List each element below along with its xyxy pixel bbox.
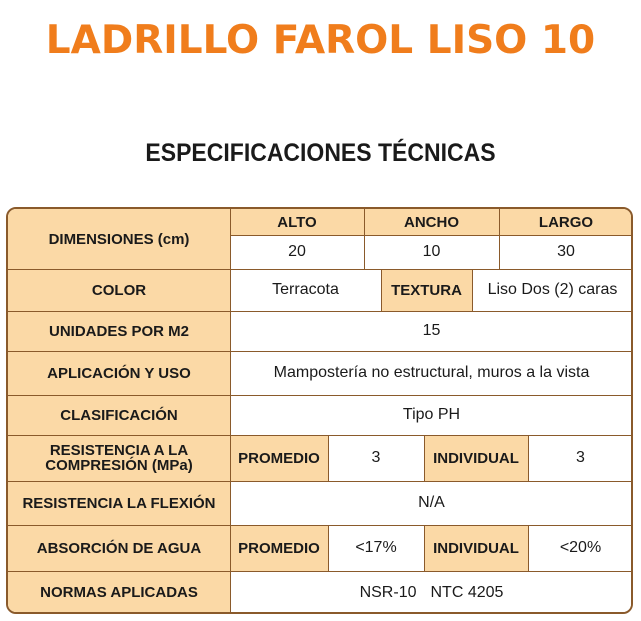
page-title: LADRILLO FAROL LISO 10 xyxy=(45,18,596,63)
specifications-table xyxy=(6,207,633,614)
clasificacion-value: Tipo PH xyxy=(230,395,633,435)
grid-line xyxy=(424,525,425,571)
grid-line xyxy=(328,435,329,481)
grid-line xyxy=(230,209,231,614)
normas-value-nsr: NSR-10 xyxy=(359,583,417,601)
largo-header: LARGO xyxy=(499,209,633,235)
normas-value-ntc: NTC 4205 xyxy=(430,583,504,601)
alto-value: 20 xyxy=(230,235,364,269)
compresion-promedio-value: 3 xyxy=(328,435,424,481)
grid-line xyxy=(364,209,365,269)
absorcion-label: ABSORCIÓN DE AGUA xyxy=(8,525,230,571)
absorcion-promedio-label: PROMEDIO xyxy=(230,525,328,571)
unidades-label: UNIDADES POR M2 xyxy=(8,311,230,351)
grid-line xyxy=(8,351,633,352)
normas-label: NORMAS APLICADAS xyxy=(8,571,230,614)
grid-line xyxy=(424,435,425,481)
section-subtitle: ESPECIFICACIONES TÉCNICAS xyxy=(145,139,496,167)
aplicacion-label: APLICACIÓN Y USO xyxy=(8,351,230,395)
absorcion-individual-value: <20% xyxy=(528,525,633,571)
absorcion-individual-label: INDIVIDUAL xyxy=(424,525,528,571)
compresion-label-line2: COMPRESIÓN (MPa) xyxy=(45,457,193,474)
flexion-label: RESISTENCIA LA FLEXIÓN xyxy=(8,481,230,525)
grid-line xyxy=(8,435,633,436)
normas-value xyxy=(230,571,633,614)
grid-line xyxy=(8,395,633,396)
compresion-label-line1: RESISTENCIA A LA xyxy=(49,442,189,459)
grid-line xyxy=(8,269,633,270)
grid-line xyxy=(528,435,529,481)
ancho-header: ANCHO xyxy=(364,209,499,235)
grid-line xyxy=(8,311,633,312)
grid-line xyxy=(230,235,633,236)
compresion-label xyxy=(8,435,230,481)
aplicacion-value: Mampostería no estructural, muros a la vista xyxy=(230,351,633,395)
grid-line xyxy=(472,269,473,311)
clasificacion-label: CLASIFICACIÓN xyxy=(8,395,230,435)
grid-line xyxy=(8,525,633,526)
textura-value: Liso Dos (2) caras xyxy=(472,269,633,311)
alto-header: ALTO xyxy=(230,209,364,235)
dimensiones-label: DIMENSIONES (cm) xyxy=(8,209,230,269)
compresion-individual-value: 3 xyxy=(528,435,633,481)
unidades-value: 15 xyxy=(230,311,633,351)
grid-line xyxy=(381,269,382,311)
color-value: Terracota xyxy=(230,269,381,311)
color-label: COLOR xyxy=(8,269,230,311)
textura-label: TEXTURA xyxy=(381,269,472,311)
compresion-promedio-label: PROMEDIO xyxy=(230,435,328,481)
absorcion-promedio-value: <17% xyxy=(328,525,424,571)
grid-line xyxy=(328,525,329,571)
grid-line xyxy=(8,481,633,482)
compresion-individual-label: INDIVIDUAL xyxy=(424,435,528,481)
grid-line xyxy=(8,571,633,572)
grid-line xyxy=(499,209,500,269)
flexion-value: N/A xyxy=(230,481,633,525)
ancho-value: 10 xyxy=(364,235,499,269)
grid-line xyxy=(528,525,529,571)
largo-value: 30 xyxy=(499,235,633,269)
